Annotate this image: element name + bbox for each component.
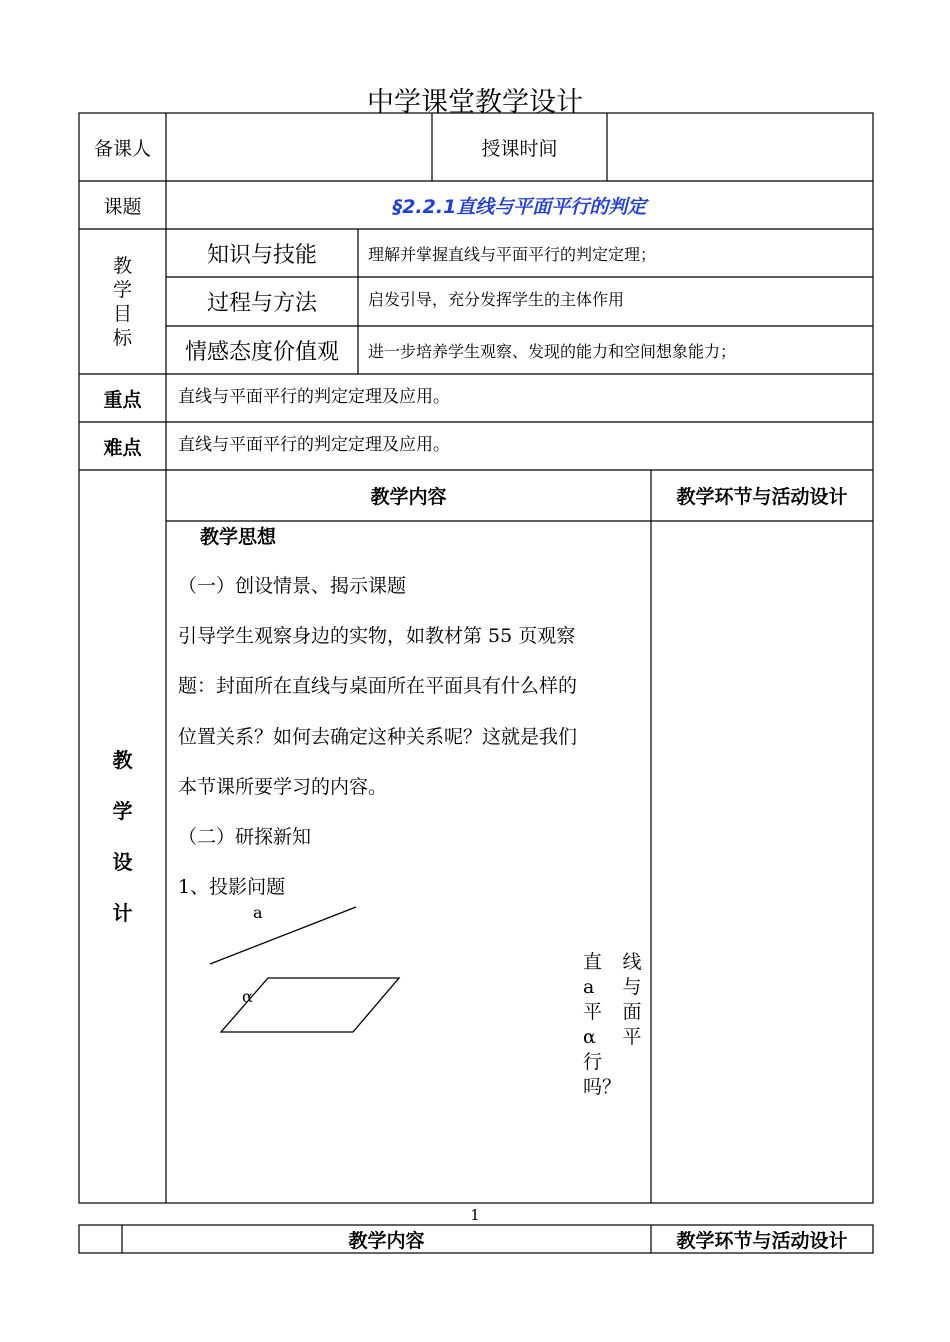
design-label (79, 735, 166, 939)
topic-label: 课题 (103, 195, 142, 218)
content-header: 教学内容 (370, 486, 447, 508)
objectives-label (79, 229, 166, 374)
question-char: 吗？ (583, 1076, 622, 1098)
preparer-label: 备课人 (93, 137, 151, 160)
time-value[interactable] (607, 113, 873, 181)
paragraph-line: （二）研探新知 (178, 826, 312, 848)
figure-line-a (210, 907, 356, 964)
paragraph-line: 1、投影问题 (178, 876, 286, 898)
design-label-char: 计 (112, 901, 133, 925)
question-char: a (583, 976, 595, 998)
paragraph-line: 引导学生观察身边的实物，如教材第 55 页观察 (178, 625, 576, 647)
page-number: 1 (470, 1206, 480, 1224)
objectives-label-char: 目 (112, 302, 132, 325)
design-label-char: 学 (112, 799, 133, 823)
section-title: 教学思想 (200, 526, 277, 548)
topic-value: §2.2.1直线与平面平行的判定 (392, 195, 647, 218)
difficulty-text: 直线与平面平行的判定定理及应用。 (178, 434, 450, 455)
figure-plane-label: α (242, 987, 253, 1006)
design-label-char: 教 (112, 748, 133, 772)
question-char: 平 (583, 1001, 603, 1023)
paragraph-line: 位置关系？如何去确定这种关系呢？这就是我们 (178, 726, 578, 748)
objective-text-knowledge: 理解并掌握直线与平面平行的判定定理； (368, 244, 657, 264)
objective-name-knowledge: 知识与技能 (206, 242, 317, 268)
activity-header: 教学环节与活动设计 (676, 486, 848, 508)
question-char: α (583, 1026, 596, 1048)
objective-text-process: 启发引导，充分发挥学生的主体作用 (368, 289, 625, 309)
objective-name-attitude: 情感态度价值观 (184, 339, 339, 365)
objectives-label-char: 学 (112, 278, 132, 301)
design-label-char: 设 (112, 850, 133, 874)
figure-line-label: a (253, 903, 263, 922)
document-title: 中学课堂教学设计 (367, 87, 583, 118)
paragraph-line: （一）创设情景、揭示课题 (178, 575, 407, 597)
question-char: 行 (583, 1051, 603, 1073)
objective-text-attitude: 进一步培养学生观察、发现的能力和空间想象能力； (368, 341, 737, 361)
key-point-text: 直线与平面平行的判定定理及应用。 (178, 386, 450, 407)
question-char: 线 (622, 951, 642, 973)
paragraph-line: 本节课所要学习的内容。 (178, 776, 388, 798)
objective-name-process: 过程与方法 (206, 291, 317, 316)
question-char: 与 (622, 976, 642, 998)
next-page-content-header: 教学内容 (348, 1229, 425, 1252)
paragraph-line: 题：封面所在直线与桌面所在平面具有什么样的 (178, 675, 578, 697)
question-char: 平 (622, 1026, 642, 1048)
question-char: 面 (622, 1001, 642, 1023)
key-point-label: 重点 (103, 388, 142, 411)
question-char: 直 (583, 951, 603, 973)
objectives-label-char: 标 (112, 326, 132, 349)
figure-question-left (583, 950, 622, 1100)
preparer-value[interactable] (166, 113, 432, 181)
time-label: 授课时间 (481, 137, 558, 160)
objectives-label-char: 教 (112, 254, 132, 277)
figure-question-right (620, 950, 644, 1050)
difficulty-label: 难点 (103, 436, 142, 459)
next-page-activity-header: 教学环节与活动设计 (676, 1229, 848, 1252)
